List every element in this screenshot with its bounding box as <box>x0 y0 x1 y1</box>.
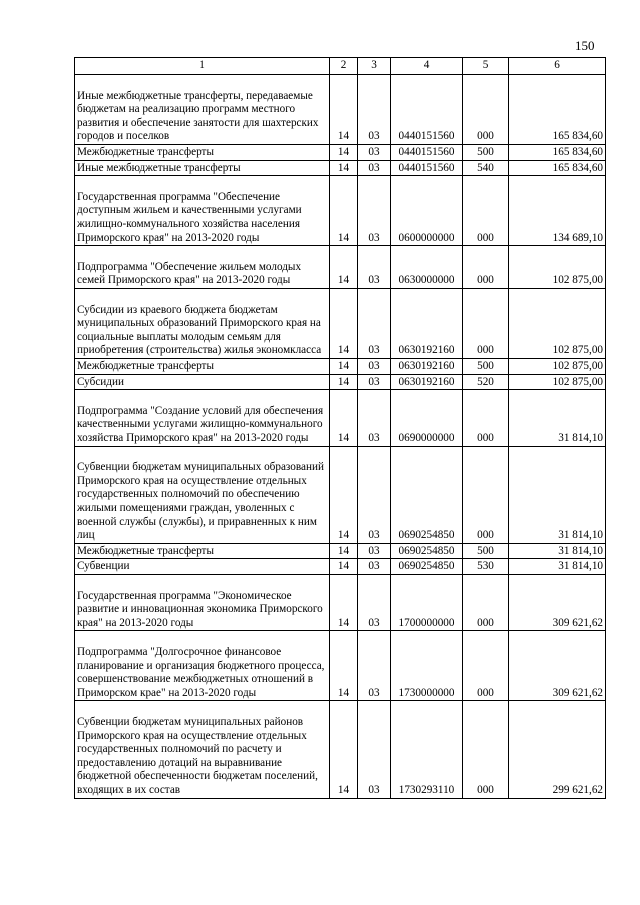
row-name: Субсидии из краевого бюджета бюджетам муниципальных образований Приморского края на социальные выплаты молодым семьям для приобретения (строительства) жилья экономкласса <box>75 288 330 358</box>
row-subsection: 03 <box>358 446 391 543</box>
row-subsection: 03 <box>358 390 391 446</box>
page-number: 150 <box>575 38 595 53</box>
row-expense-type: 000 <box>463 176 509 246</box>
header-col-2: 2 <box>330 58 358 75</box>
row-subsection: 03 <box>358 559 391 575</box>
row-section: 14 <box>330 145 358 161</box>
row-amount: 165 834,60 <box>509 160 606 176</box>
row-section: 14 <box>330 701 358 798</box>
row-target-code: 1700000000 <box>391 574 463 630</box>
row-expense-type: 000 <box>463 701 509 798</box>
table-row <box>75 358 606 374</box>
row-section: 14 <box>330 574 358 630</box>
row-amount: 102 875,00 <box>509 374 606 390</box>
row-amount: 31 814,10 <box>509 390 606 446</box>
row-target-code: 0440151560 <box>391 145 463 161</box>
row-section: 14 <box>330 358 358 374</box>
row-name: Государственная программа "Обеспечение доступным жильем и качественными услугами жилищно-коммунального хозяйства населения Приморского края" на 2013-2020 годы <box>75 176 330 246</box>
row-section: 14 <box>330 390 358 446</box>
row-target-code: 0630192160 <box>391 358 463 374</box>
header-col-1: 1 <box>75 58 330 75</box>
row-expense-type: 000 <box>463 574 509 630</box>
row-subsection: 03 <box>358 145 391 161</box>
table-row <box>75 145 606 161</box>
row-expense-type: 520 <box>463 374 509 390</box>
row-name: Межбюджетные трансферты <box>75 145 330 161</box>
row-subsection: 03 <box>358 701 391 798</box>
row-name: Иные межбюджетные трансферты <box>75 160 330 176</box>
row-target-code: 0440151560 <box>391 160 463 176</box>
row-target-code: 0690254850 <box>391 543 463 559</box>
header-col-4: 4 <box>391 58 463 75</box>
row-name: Подпрограмма "Долгосрочное финансовое планирование и организация бюджетного процесса, совершенствование межбюджетных отношений в Приморском крае" на 2013-2020 годы <box>75 631 330 701</box>
row-subsection: 03 <box>358 75 391 145</box>
row-target-code: 0690000000 <box>391 390 463 446</box>
row-expense-type: 530 <box>463 559 509 575</box>
row-subsection: 03 <box>358 374 391 390</box>
row-section: 14 <box>330 559 358 575</box>
row-expense-type: 500 <box>463 358 509 374</box>
row-amount: 165 834,60 <box>509 75 606 145</box>
row-section: 14 <box>330 631 358 701</box>
row-amount: 102 875,00 <box>509 246 606 289</box>
row-amount: 31 814,10 <box>509 543 606 559</box>
row-target-code: 0630000000 <box>391 246 463 289</box>
row-target-code: 0690254850 <box>391 446 463 543</box>
row-subsection: 03 <box>358 288 391 358</box>
row-section: 14 <box>330 446 358 543</box>
row-name: Государственная программа "Экономическое развитие и инновационная экономика Приморского края" на 2013-2020 годы <box>75 574 330 630</box>
table-row <box>75 446 606 543</box>
row-amount: 299 621,62 <box>509 701 606 798</box>
row-section: 14 <box>330 246 358 289</box>
table-row <box>75 246 606 289</box>
row-section: 14 <box>330 374 358 390</box>
row-target-code: 0630192160 <box>391 288 463 358</box>
row-expense-type: 000 <box>463 631 509 701</box>
table-row <box>75 631 606 701</box>
row-target-code: 0690254850 <box>391 559 463 575</box>
table-row <box>75 543 606 559</box>
row-target-code: 0630192160 <box>391 374 463 390</box>
row-subsection: 03 <box>358 358 391 374</box>
row-amount: 309 621,62 <box>509 631 606 701</box>
row-amount: 102 875,00 <box>509 288 606 358</box>
row-target-code: 1730000000 <box>391 631 463 701</box>
header-row <box>75 58 606 75</box>
row-name: Подпрограмма "Обеспечение жильем молодых семей Приморского края" на 2013-2020 годы <box>75 246 330 289</box>
row-target-code: 1730293110 <box>391 701 463 798</box>
row-subsection: 03 <box>358 246 391 289</box>
row-name: Межбюджетные трансферты <box>75 358 330 374</box>
row-subsection: 03 <box>358 574 391 630</box>
row-section: 14 <box>330 160 358 176</box>
row-subsection: 03 <box>358 631 391 701</box>
header-col-5: 5 <box>463 58 509 75</box>
row-name: Субвенции <box>75 559 330 575</box>
row-name: Субсидии <box>75 374 330 390</box>
header-col-6: 6 <box>509 58 606 75</box>
row-amount: 165 834,60 <box>509 145 606 161</box>
row-amount: 309 621,62 <box>509 574 606 630</box>
row-amount: 31 814,10 <box>509 559 606 575</box>
table-row <box>75 160 606 176</box>
row-expense-type: 000 <box>463 390 509 446</box>
row-section: 14 <box>330 288 358 358</box>
row-expense-type: 000 <box>463 246 509 289</box>
row-amount: 31 814,10 <box>509 446 606 543</box>
row-subsection: 03 <box>358 176 391 246</box>
row-section: 14 <box>330 543 358 559</box>
table-row <box>75 374 606 390</box>
table-row <box>75 176 606 246</box>
row-expense-type: 500 <box>463 543 509 559</box>
table-row <box>75 390 606 446</box>
row-name: Межбюджетные трансферты <box>75 543 330 559</box>
table-row <box>75 75 606 145</box>
row-target-code: 0440151560 <box>391 75 463 145</box>
row-target-code: 0600000000 <box>391 176 463 246</box>
row-expense-type: 000 <box>463 288 509 358</box>
row-expense-type: 540 <box>463 160 509 176</box>
row-name: Иные межбюджетные трансферты, передаваемые бюджетам на реализацию программ местного развития и обеспечение занятости для шахтерских городов и поселков <box>75 75 330 145</box>
row-name: Субвенции бюджетам муниципальных районов Приморского края на осуществление отдельных государственных полномочий по расчету и предоставлению дотаций на выравнивание бюджетной обеспеченности бюджетам поселений, входящих в их состав <box>75 701 330 798</box>
row-subsection: 03 <box>358 543 391 559</box>
row-subsection: 03 <box>358 160 391 176</box>
row-section: 14 <box>330 176 358 246</box>
table-row <box>75 288 606 358</box>
budget-table <box>74 57 606 799</box>
row-expense-type: 500 <box>463 145 509 161</box>
table-row <box>75 701 606 798</box>
row-amount: 102 875,00 <box>509 358 606 374</box>
row-name: Подпрограмма "Создание условий для обеспечения качественными услугами жилищно-коммунального хозяйства Приморского края" на 2013-2020 годы <box>75 390 330 446</box>
row-section: 14 <box>330 75 358 145</box>
table-row <box>75 574 606 630</box>
header-col-3: 3 <box>358 58 391 75</box>
row-amount: 134 689,10 <box>509 176 606 246</box>
table-row <box>75 559 606 575</box>
row-name: Субвенции бюджетам муниципальных образований Приморского края на осуществление отдельных государственных полномочий по обеспечению жилыми помещениями граждан, уволенных с военной службы (службы), и приравненных к ним лиц <box>75 446 330 543</box>
row-expense-type: 000 <box>463 75 509 145</box>
row-expense-type: 000 <box>463 446 509 543</box>
